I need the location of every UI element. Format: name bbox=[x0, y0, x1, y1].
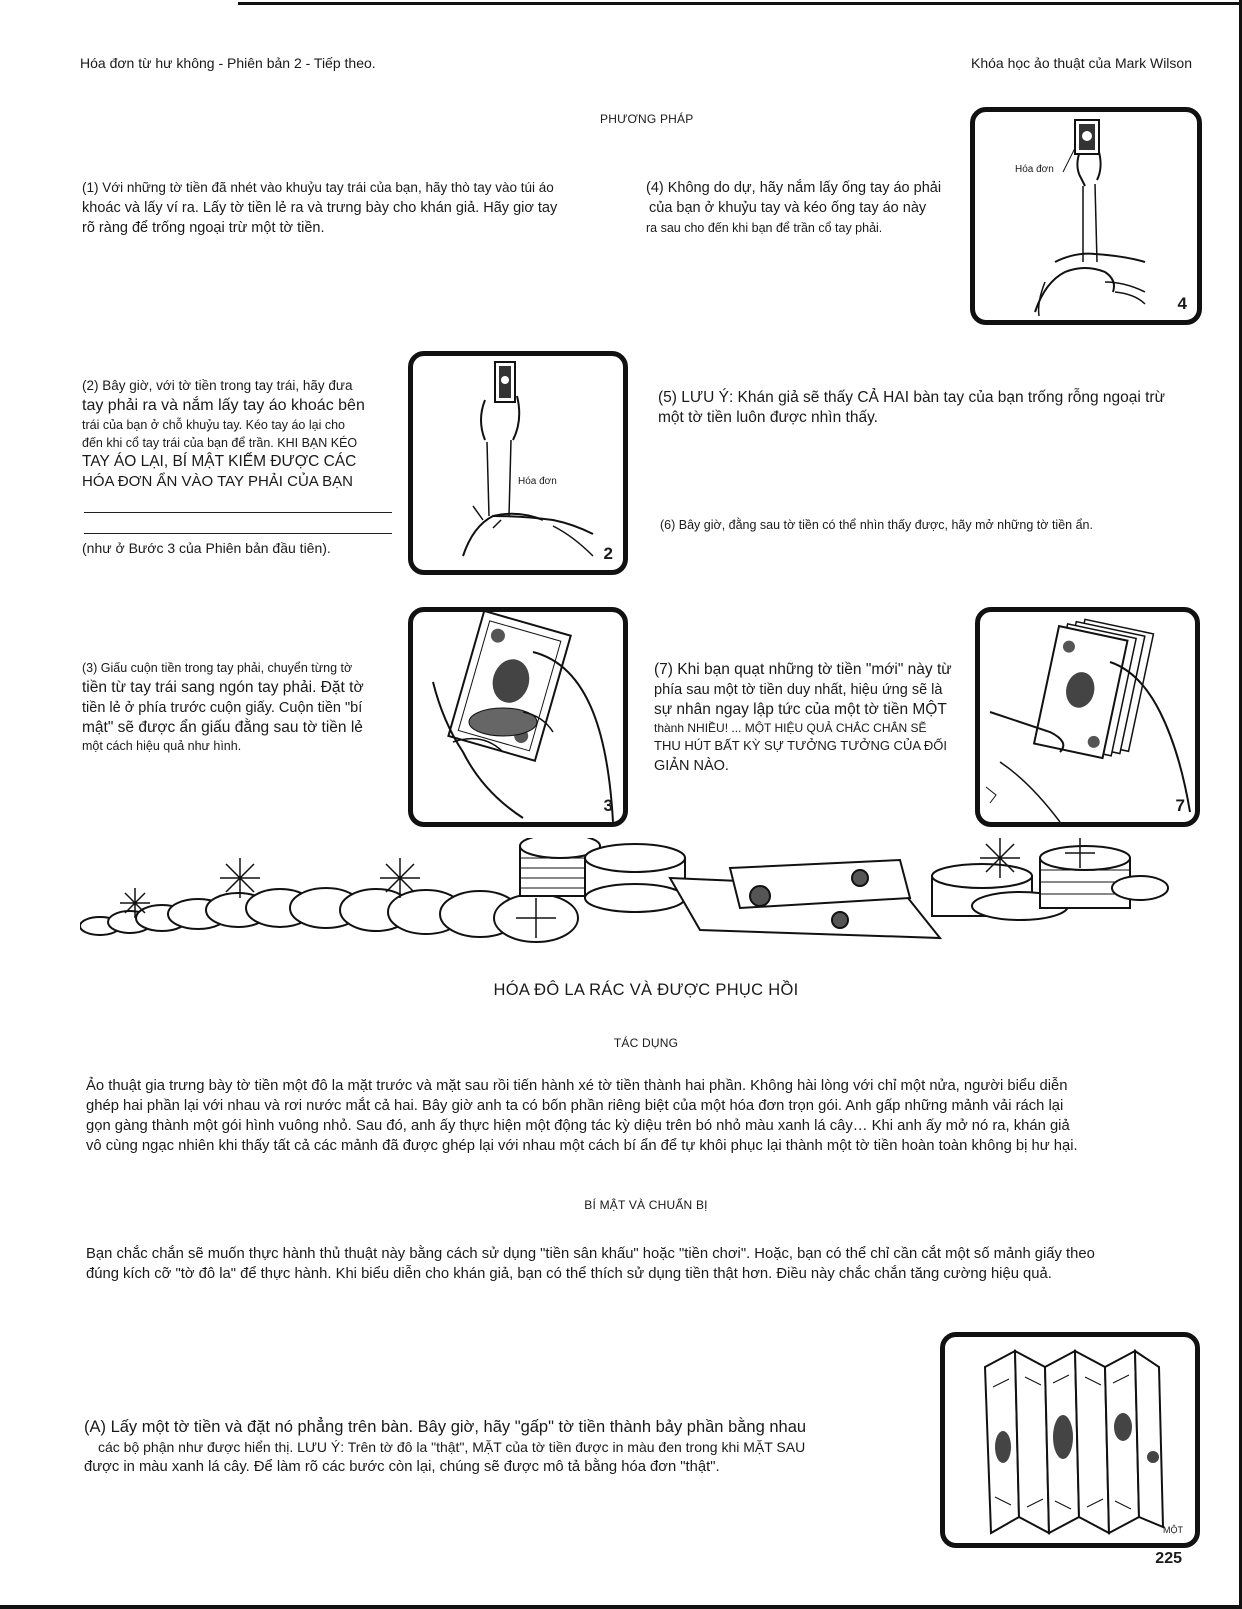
step-7-line: GIẢN NÀO. bbox=[654, 758, 729, 774]
step-1-text bbox=[82, 178, 622, 238]
figure-2-number: 2 bbox=[603, 544, 613, 563]
step-4-line: ra sau cho đến khi bạn để trần cổ tay phải. bbox=[646, 221, 883, 235]
step-2-line: trái của bạn ở chỗ khuỷu tay. Kéo tay áo lại cho bbox=[82, 418, 345, 432]
step-2-line: HÓA ĐƠN ẨN VÀO TAY PHẢI CỦA BẠN bbox=[82, 473, 353, 490]
page-number: 225 bbox=[1155, 1550, 1182, 1567]
step-7-line: phía sau một tờ tiền duy nhất, hiệu ứng sẽ là bbox=[654, 682, 943, 698]
blank-rule bbox=[84, 512, 392, 513]
bottom-border bbox=[0, 1605, 1242, 1609]
figure-3-frame bbox=[408, 607, 628, 827]
step-a-line: (A) Lấy một tờ tiền và đặt nó phẳng trên bàn. Bây giờ, hãy "gấp" tờ tiền thành bảy phần bằng nhau bbox=[84, 1418, 807, 1436]
step-5-line: (5) LƯU Ý: Khán giả sẽ thấy CẢ HAI bàn tay của bạn trống rỗng ngoại trừ bbox=[658, 389, 1165, 406]
step-2-line: (2) Bây giờ, với tờ tiền trong tay trái, hãy đưa bbox=[82, 378, 353, 393]
step-1-line: (1) Với những tờ tiền đã nhét vào khuỷu tay trái của bạn, hãy thò tay vào túi áo bbox=[82, 180, 554, 195]
method-title: PHƯƠNG PHÁP bbox=[600, 112, 694, 126]
figure-3-number: 3 bbox=[603, 796, 613, 815]
step-3-line: (3) Giấu cuộn tiền trong tay phải, chuyển từng tờ bbox=[82, 661, 353, 675]
header-left: Hóa đơn từ hư không - Phiên bản 2 - Tiếp theo. bbox=[80, 55, 376, 71]
step-4-line: của bạn ở khuỷu tay và kéo ống tay áo này bbox=[649, 200, 927, 216]
figure-a-label: MỘT bbox=[1163, 1525, 1183, 1535]
effect-line: vô cùng ngạc nhiên khi thấy tất cả các mảnh đã được ghép lại với nhau một cách bí ẩn để tự khôi phục lại thành một tờ tiền hoàn toàn không bị hư hại. bbox=[86, 1138, 1078, 1154]
step-7-text bbox=[654, 660, 964, 776]
bill-in-hands-illustration bbox=[413, 612, 623, 822]
fanned-bills-illustration bbox=[980, 612, 1195, 822]
top-border bbox=[238, 2, 1242, 5]
step-3-line: một cách hiệu quả như hình. bbox=[82, 739, 242, 753]
secret-text bbox=[86, 1244, 1186, 1284]
effect-title: TÁC DỤNG bbox=[613, 1036, 679, 1050]
step-7-line: THU HÚT BẤT KỲ SỰ TƯỞNG TƯỞNG CỦA ĐỐI bbox=[654, 738, 948, 753]
sleeve-pull-illustration bbox=[413, 356, 623, 570]
step-7-line: sự nhân ngay lập tức của một tờ tiền MỘT bbox=[654, 701, 947, 718]
step-3-line: mật" sẽ được ẩn giấu đằng sau tờ tiền lẻ bbox=[82, 719, 363, 736]
step-1-line: rõ ràng để trống ngoại trừ một tờ tiền. bbox=[82, 220, 325, 236]
figure-a-frame bbox=[940, 1332, 1200, 1548]
step-3-line: tiền từ tay trái sang ngón tay phải. Đặt tờ bbox=[82, 679, 364, 696]
step-3-line: tiền lẻ ở phía trước cuộn giấy. Cuộn tiền "bí bbox=[82, 700, 363, 716]
effect-text bbox=[86, 1076, 1186, 1156]
figure-4-label: Hóa đơn bbox=[1015, 164, 1054, 175]
secret-line: đúng kích cỡ "tờ đô la" để thực hành. Khi biểu diễn cho khán giả, bạn có thể thích sử dụng tiền thật hơn. Điều này chắc chắn tăng cường hiệu quả. bbox=[86, 1266, 1052, 1282]
secret-title: BÍ MẬT VÀ CHUẨN BỊ bbox=[584, 1198, 708, 1212]
folded-bill-illustration bbox=[945, 1337, 1195, 1543]
step-5-line: một tờ tiền luôn được nhìn thấy. bbox=[658, 409, 878, 426]
raised-arm-illustration bbox=[975, 112, 1197, 320]
step-2-text bbox=[82, 376, 402, 492]
step-6-text: (6) Bây giờ, đằng sau tờ tiền có thể nhìn thấy được, hãy mở những tờ tiền ẩn. bbox=[660, 518, 1093, 532]
step-a-text bbox=[84, 1417, 944, 1477]
section-title: HÓA ĐÔ LA RÁC VÀ ĐƯỢC PHỤC HỒI bbox=[493, 981, 799, 999]
header-right: Khóa học ảo thuật của Mark Wilson bbox=[970, 55, 1192, 71]
figure-7-number: 7 bbox=[1175, 796, 1185, 815]
step-4-line: (4) Không do dự, hãy nắm lấy ống tay áo phải bbox=[646, 180, 942, 196]
step-2-line: tay phải ra và nắm lấy tay áo khoác bên bbox=[82, 397, 365, 414]
step-4-text bbox=[646, 178, 966, 238]
step-a-line: các bộ phận như được hiển thị. LƯU Ý: Trên tờ đô la "thật", MẶT của tờ tiền được in màu đen trong khi MẶT SAU bbox=[98, 1439, 806, 1455]
coins-and-bills-banner bbox=[80, 838, 1200, 973]
step-2-line: đến khi cổ tay trái của bạn để trần. KHI BẠN KÉO bbox=[82, 436, 358, 450]
figure-4-number: 4 bbox=[1177, 294, 1187, 313]
step-1-line: khoác và lấy ví ra. Lấy tờ tiền lẻ ra và trưng bày cho khán giả. Hãy giơ tay bbox=[82, 200, 558, 216]
blank-rule bbox=[84, 533, 392, 534]
step-3-text bbox=[82, 658, 402, 755]
step-7-line: (7) Khi bạn quạt những tờ tiền "mới" này từ bbox=[654, 661, 952, 678]
effect-line: Ảo thuật gia trưng bày tờ tiền một đô la mặt trước và mặt sau rồi tiến hành xé tờ tiền thành hai phần. Không hài lòng với chỉ một nửa, người biểu diễn bbox=[86, 1078, 1068, 1094]
step-2-tail: (như ở Bước 3 của Phiên bản đầu tiên). bbox=[82, 540, 331, 556]
step-a-line: được in màu xanh lá cây. Để làm rõ các bước còn lại, chúng sẽ được mô tả bằng hóa đơn "thật". bbox=[84, 1459, 720, 1475]
figure-2-frame bbox=[408, 351, 628, 575]
step-5-text bbox=[658, 388, 1198, 428]
figure-4-frame bbox=[970, 107, 1202, 325]
figure-2-label: Hóa đơn bbox=[518, 476, 557, 487]
effect-line: gọn gàng thành một gói hình vuông nhỏ. Sau đó, anh ấy thực hiện một động tác kỳ diệu trên bó nhỏ màu xanh lá cây… Khi anh ấy mở nó ra, khán giả bbox=[86, 1118, 1070, 1134]
effect-line: ghép hai phần lại với nhau và rơi nước mắt cả hai. Bây giờ anh ta có bốn phần riêng biệt của một hóa đơn trọn gói. Anh gấp những mảnh vải rách lại bbox=[86, 1098, 1064, 1114]
figure-7-frame bbox=[975, 607, 1200, 827]
step-2-line: TAY ÁO LẠI, BÍ MẬT KIẾM ĐƯỢC CÁC bbox=[82, 453, 357, 470]
step-7-line: thành NHIỀU! ... MỘT HIỆU QUẢ CHẮC CHẮN SẼ bbox=[654, 721, 927, 735]
secret-line: Bạn chắc chắn sẽ muốn thực hành thủ thuật này bằng cách sử dụng "tiền sân khấu" hoặc "tiền chơi". Hoặc, bạn có thể chỉ cần cắt một số mảnh giấy theo bbox=[86, 1246, 1095, 1262]
